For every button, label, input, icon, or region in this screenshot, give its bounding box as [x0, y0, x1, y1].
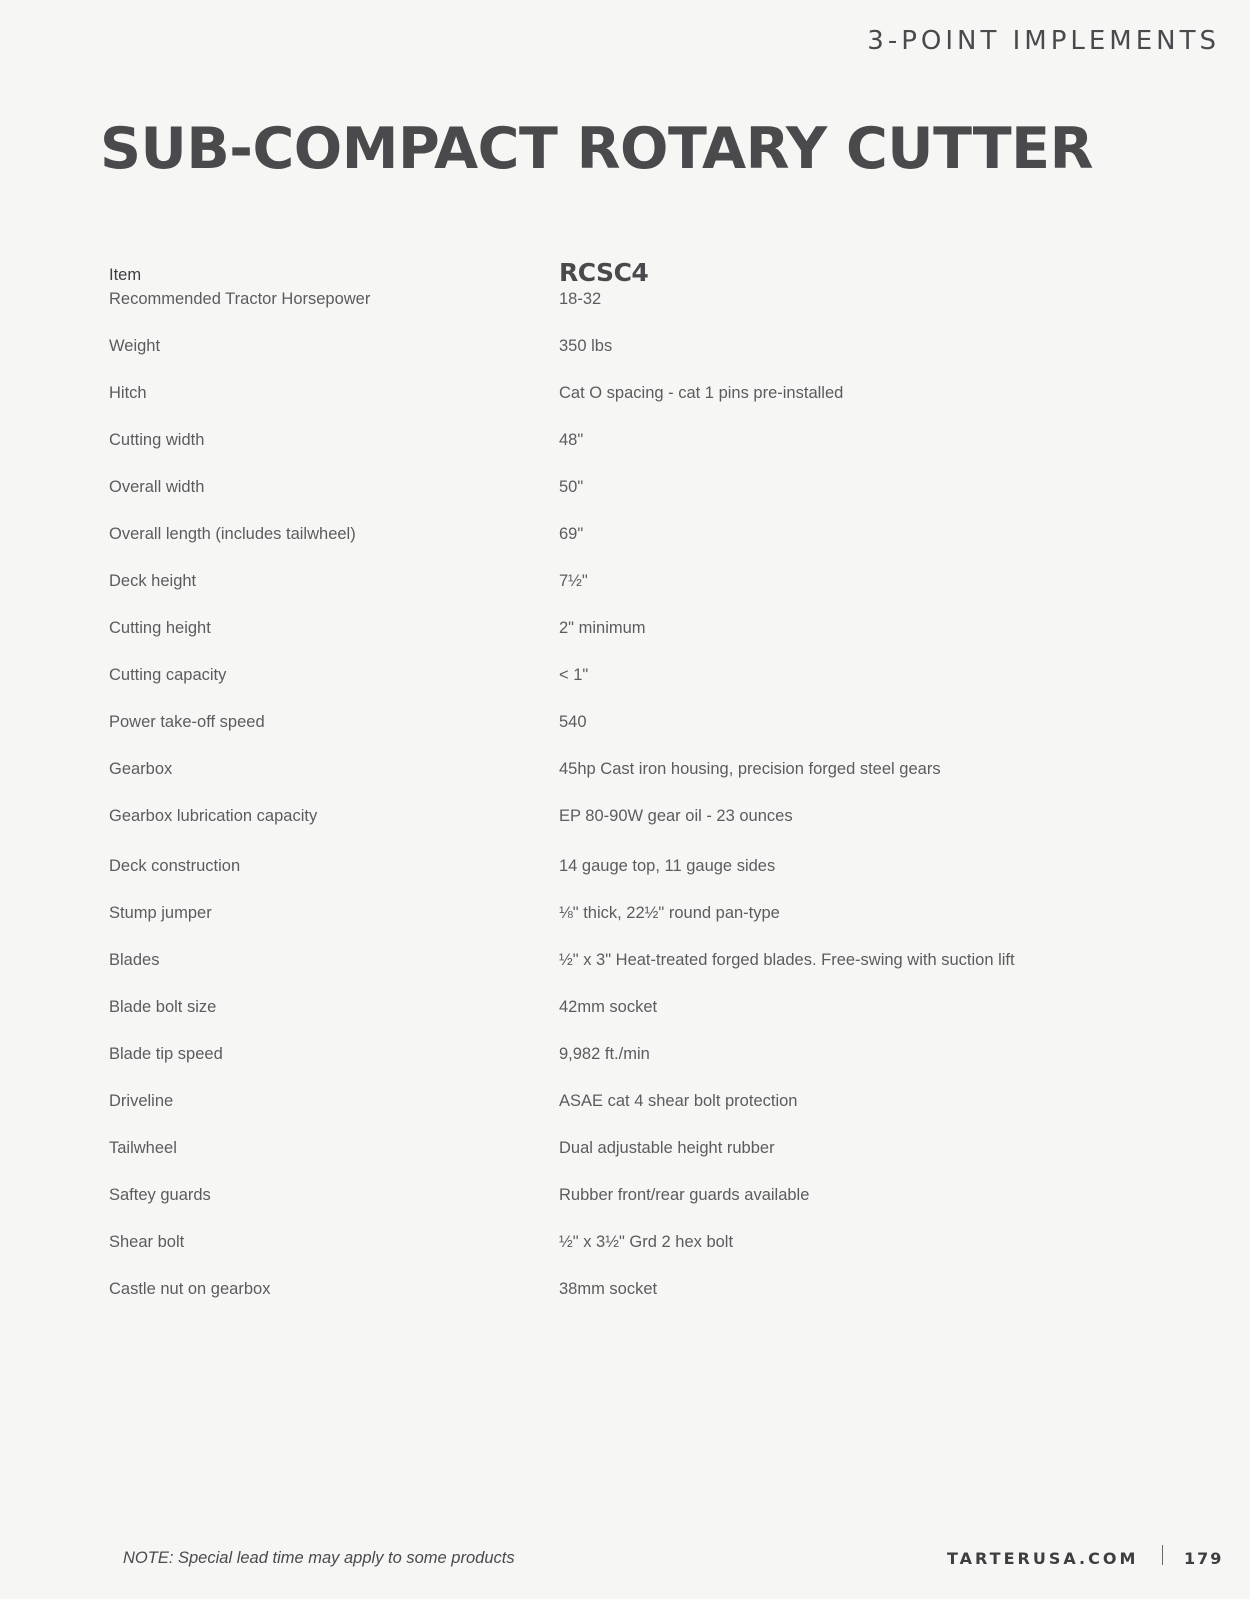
spec-value: ASAE cat 4 shear bolt protection [559, 1092, 798, 1110]
spec-row [109, 525, 1109, 572]
spec-value: 350 lbs [559, 337, 613, 355]
spec-label: Driveline [109, 1092, 174, 1110]
spec-value: 38mm socket [559, 1280, 658, 1298]
spec-label: Blades [109, 951, 160, 969]
spec-value: < 1" [559, 666, 589, 684]
footer-divider [1162, 1545, 1163, 1565]
spec-label: Castle nut on gearbox [109, 1280, 271, 1298]
spec-row [109, 713, 1109, 760]
page-title: SUB-COMPACT ROTARY CUTTER [100, 116, 1093, 182]
spec-label: Gearbox [109, 760, 173, 778]
spec-label: Deck height [109, 572, 197, 590]
spec-row [109, 1233, 1109, 1280]
spec-value: 45hp Cast iron housing, precision forged steel gears [559, 760, 941, 778]
spec-label: Cutting width [109, 431, 205, 449]
spec-value: EP 80-90W gear oil - 23 ounces [559, 807, 793, 825]
spec-row [109, 619, 1109, 666]
spec-value: 69" [559, 525, 584, 543]
spec-header-row [109, 258, 1109, 290]
spec-row [109, 760, 1109, 807]
spec-row [109, 1139, 1109, 1186]
spec-label: Deck construction [109, 857, 241, 875]
spec-row [109, 431, 1109, 478]
spec-value: 9,982 ft./min [559, 1045, 650, 1063]
item-label: Item [109, 266, 142, 284]
spec-label: Blade bolt size [109, 998, 217, 1016]
spec-value: Rubber front/rear guards available [559, 1186, 810, 1204]
spec-label: Weight [109, 337, 161, 355]
spec-value: ⅛" thick, 22½" round pan-type [559, 904, 780, 922]
spec-value: 2" minimum [559, 619, 646, 637]
spec-label: Saftey guards [109, 1186, 211, 1204]
spec-row [109, 572, 1109, 619]
spec-label: Hitch [109, 384, 147, 402]
model-number: RCSC4 [559, 258, 649, 287]
section-label: 3-POINT IMPLEMENTS [867, 26, 1220, 56]
spec-row [109, 951, 1109, 998]
spec-label: Recommended Tractor Horsepower [109, 290, 371, 308]
spec-label: Shear bolt [109, 1233, 185, 1251]
spec-row [109, 478, 1109, 525]
spec-row [109, 904, 1109, 951]
spec-label: Tailwheel [109, 1139, 177, 1157]
spec-row [109, 1186, 1109, 1233]
spec-label: Overall length (includes tailwheel) [109, 525, 356, 543]
spec-row [109, 337, 1109, 384]
spec-value: 540 [559, 713, 587, 731]
spec-rows [109, 290, 1109, 1327]
footer-website: TARTERUSA.COM [947, 1549, 1139, 1568]
spec-value: ½" x 3" Heat-treated forged blades. Free-swing with suction lift [559, 951, 1015, 969]
footer-note: NOTE: Special lead time may apply to some products [123, 1549, 515, 1567]
spec-value: 14 gauge top, 11 gauge sides [559, 857, 776, 875]
spec-value: Cat O spacing - cat 1 pins pre-installed [559, 384, 844, 402]
spec-label: Cutting capacity [109, 666, 227, 684]
spec-row [109, 1092, 1109, 1139]
spec-row [109, 807, 1109, 857]
spec-row [109, 998, 1109, 1045]
spec-row [109, 384, 1109, 431]
spec-row [109, 290, 1109, 337]
spec-value: 7½" [559, 572, 588, 590]
page-number: 179 [1184, 1549, 1224, 1568]
spec-value: 18-32 [559, 290, 602, 308]
spec-label: Overall width [109, 478, 205, 496]
spec-value: ½" x 3½" Grd 2 hex bolt [559, 1233, 734, 1251]
spec-label: Cutting height [109, 619, 211, 637]
spec-label: Stump jumper [109, 904, 212, 922]
spec-label: Gearbox lubrication capacity [109, 807, 318, 825]
spec-row [109, 857, 1109, 904]
spec-label: Power take-off speed [109, 713, 265, 731]
spec-value: Dual adjustable height rubber [559, 1139, 775, 1157]
spec-row [109, 666, 1109, 713]
spec-row [109, 1280, 1109, 1327]
spec-value: 50" [559, 478, 584, 496]
spec-table [109, 258, 1109, 1327]
spec-row [109, 1045, 1109, 1092]
spec-value: 48" [559, 431, 584, 449]
spec-label: Blade tip speed [109, 1045, 223, 1063]
spec-value: 42mm socket [559, 998, 658, 1016]
